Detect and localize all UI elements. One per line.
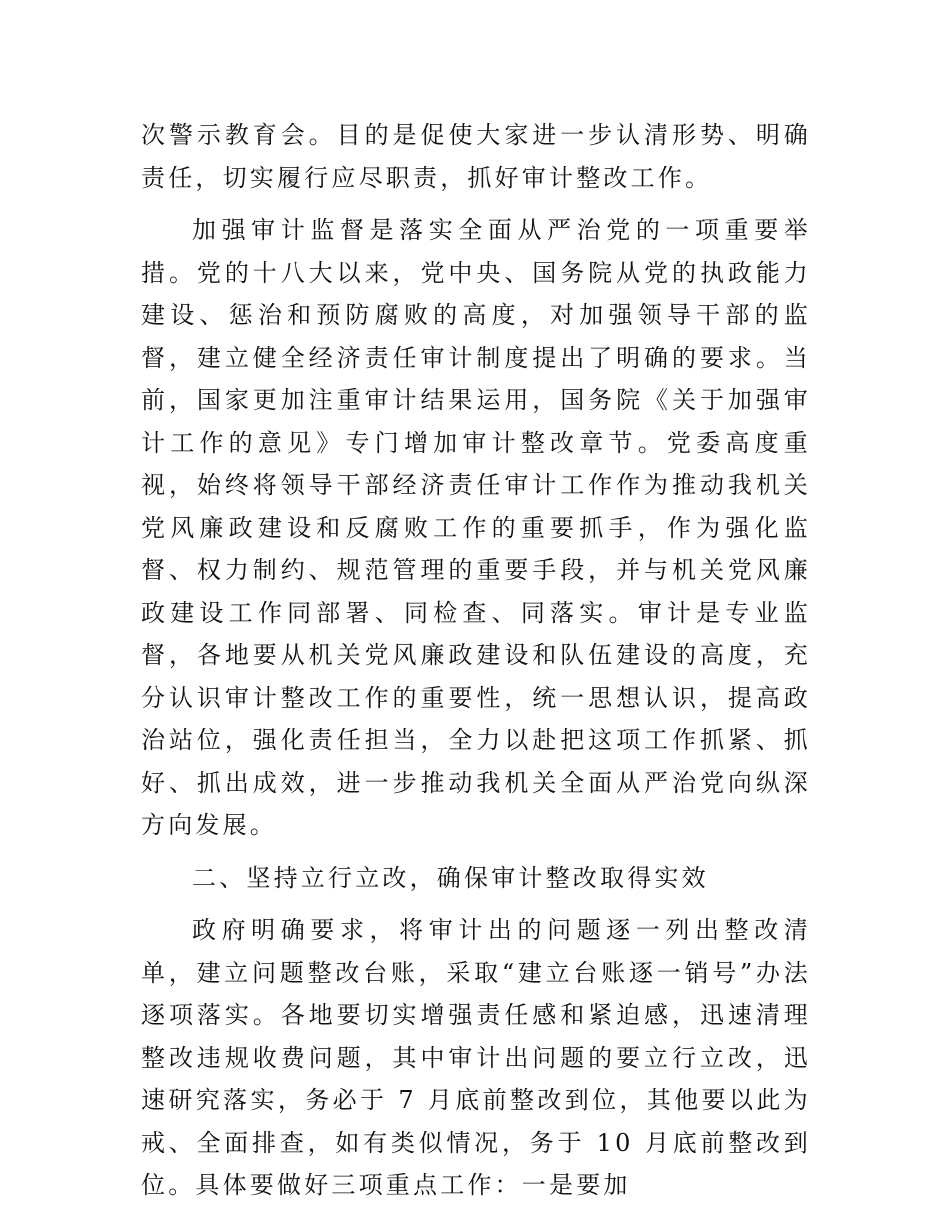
document-page — [141, 114, 811, 1207]
section-heading: 二、坚持立行立改，确保审计整改取得实效 — [192, 863, 709, 892]
paragraph-audit-supervision: 加强审计监督是落实全面从严治党的一项重要举措。党的十八大以来，党中央、国务院从党的执政能力建设、惩治和预防腐败的高度，对加强领导干部的监督，建立健全经济责任审计制度提出了明确的要求。当前，国家更加注重审计结果运用，国务院《关于加强审计工作的意见》专门增加审计整改章节。党委高度重视，始终将领导干部经济责任审计工作作为推动我机关党风廉政建设和反腐败工作的重要抓手，作为强化监督、权力制约、规范管理的重要手段，并与机关党风廉政建设工作同部署、同检查、同落实。审计是专业监督，各地要从机关党风廉政建设和队伍建设的高度，充分认识审计整改工作的重要性，统一思想认识，提高政治站位，强化责任担当，全力以赴把这项工作抓紧、抓好、抓出成效，进一步推动我机关全面从严治党向纵深方向发展。 — [141, 216, 811, 839]
paragraph-rectification: 政府明确要求，将审计出的问题逐一列出整改清单，建立问题整改台账，采取“建立台账逐一销号”办法逐项落实。各地要切实增强责任感和紧迫感，迅速清理整改违规收费问题，其中审计出问题的要立行立改，迅速研究落实，务必于 7 月底前整改到位，其他要以此为戒、全面排查，如有类似情况，务于 10 月底前整改到位。具体要做好三项重点工作：一是要加 — [141, 916, 811, 1199]
paragraph-continuation: 次警示教育会。目的是促使大家进一步认清形势、明确责任，切实履行应尽职责，抓好审计整改工作。 — [141, 121, 811, 192]
